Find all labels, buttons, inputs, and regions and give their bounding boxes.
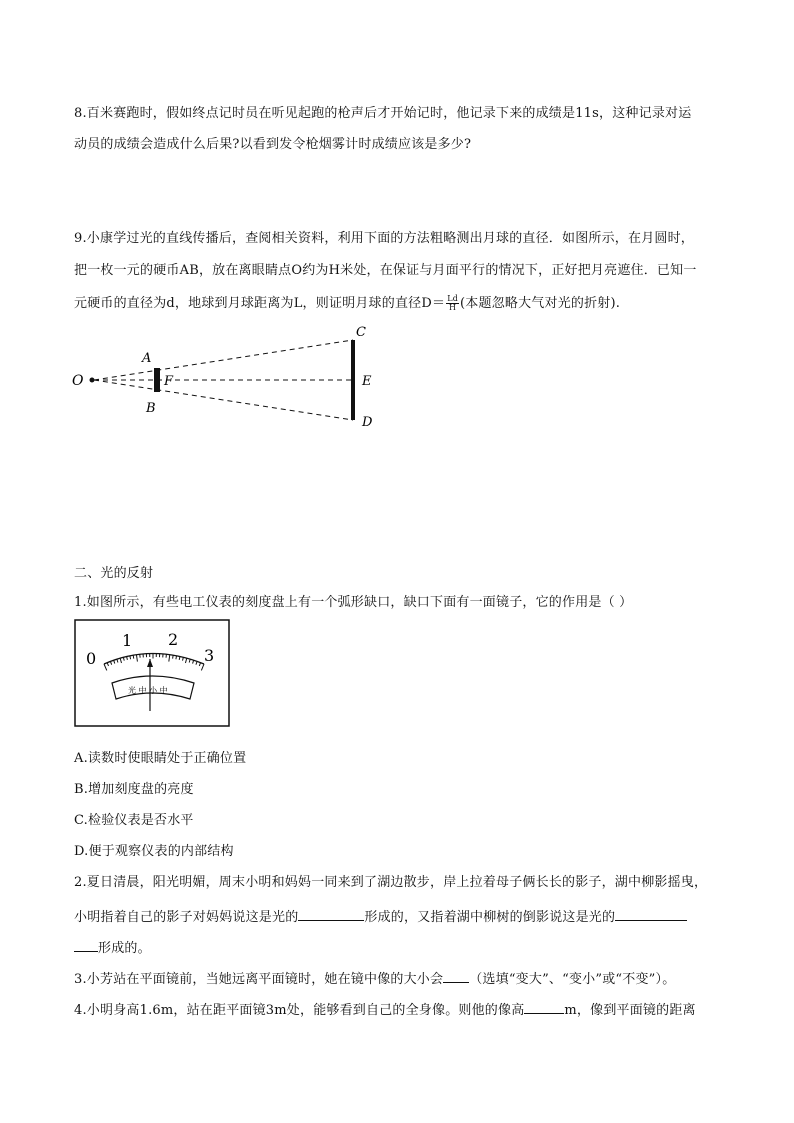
label-D: D	[362, 415, 373, 430]
r2-line2-part-b: 形成的，又指着湖中柳树的倒影说这是光的	[364, 910, 616, 925]
r1-option-b: B.增加刻度盘的亮度	[74, 782, 194, 797]
q9-line3-pre: 元硬币的直径为d，地球到月球距离为L，则证明月球的直径D＝	[74, 296, 446, 311]
r2-line2	[74, 906, 687, 927]
r3-pre: 3.小芳站在平面镜前，当她远离平面镜时，她在镜中像的大小会	[74, 972, 444, 987]
r3-post: （选填“变大”、“变小”或“不变”）。	[469, 972, 676, 987]
q9-line1: 9.小康学过光的直线传播后，查阅相关资料，利用下面的方法粗略测出月球的直径．如图所示，在月圆时，	[74, 231, 695, 246]
r2-line1: 2.夏日清晨，阳光明媚，周末小明和妈妈一同来到了湖边散步，岸上拉着母子俩长长的影子，湖中柳影摇曳，	[74, 875, 708, 890]
r4-line	[74, 999, 696, 1020]
section-heading: 二、光的反射	[74, 566, 154, 581]
meter-dial-diagram	[74, 619, 232, 729]
label-C: C	[356, 325, 366, 340]
r1-option-c: C.检验仪表是否水平	[74, 813, 194, 828]
fraction-numerator: Ld	[447, 294, 459, 303]
label-F: F	[164, 374, 174, 389]
q9-line3	[74, 295, 620, 313]
q9-line2: 把一枚一元的硬币AB，放在离眼睛点O约为H米处，在保证与月面平行的情况下，正好把月亮遮住．已知一	[74, 263, 697, 278]
scale-tick	[133, 655, 134, 658]
scale-label-3: 3	[204, 646, 215, 665]
label-O: O	[72, 373, 84, 389]
answer-blank[interactable]	[443, 968, 469, 983]
r2-line3-text: 形成的。	[98, 941, 151, 956]
scale-tick	[173, 655, 174, 658]
r1-option-a: A.读数时使眼睛处于正确位置	[74, 751, 247, 766]
r3-line	[74, 968, 675, 989]
r1-option-d: D.便于观察仪表的内部结构	[74, 844, 234, 859]
label-A: A	[142, 351, 152, 366]
coin-bar	[154, 368, 160, 392]
scale-tick	[130, 656, 131, 659]
r4-pre: 4.小明身高1.6m，站在距平面镜3m处，能够看到自己的全身像。则他的像高	[74, 1003, 525, 1018]
formula-fraction	[446, 295, 459, 312]
scale-tick	[176, 656, 177, 659]
r4-post: m，像到平面镜的距离	[564, 1003, 696, 1018]
answer-blank[interactable]	[74, 937, 98, 952]
answer-blank[interactable]	[298, 906, 364, 921]
q8-line1: 8.百米赛跑时，假如终点记时员在听见起跑的枪声后才开始记时，他记录下来的成绩是11s，这种记录对运	[74, 106, 692, 121]
label-E: E	[362, 374, 372, 389]
r1-stem: 1.如图所示，有些电工仪表的刻度盘上有一个弧形缺口，缺口下面有一面镜子，它的作用是（ ）	[74, 595, 633, 610]
label-B: B	[146, 401, 156, 416]
scale-label-1: 1	[122, 631, 133, 650]
answer-blank[interactable]	[524, 999, 564, 1014]
scale-label-0: 0	[86, 649, 97, 668]
r2-line3	[74, 937, 151, 958]
moon-diameter-diagram	[66, 322, 386, 434]
q9-line3-post: (本题忽略大气对光的折射).	[460, 296, 621, 311]
q8-line2: 动员的成绩会造成什么后果?以看到发令枪烟雾计时成绩应该是多少?	[74, 137, 472, 152]
scale-label-2: 2	[168, 630, 179, 649]
fraction-denominator: H	[449, 303, 457, 312]
mirror-text: 光 中 小 中	[128, 686, 168, 695]
answer-blank[interactable]	[615, 906, 687, 921]
r2-line2-part-a: 小明指着自己的影子对妈妈说这是光的	[74, 910, 299, 925]
